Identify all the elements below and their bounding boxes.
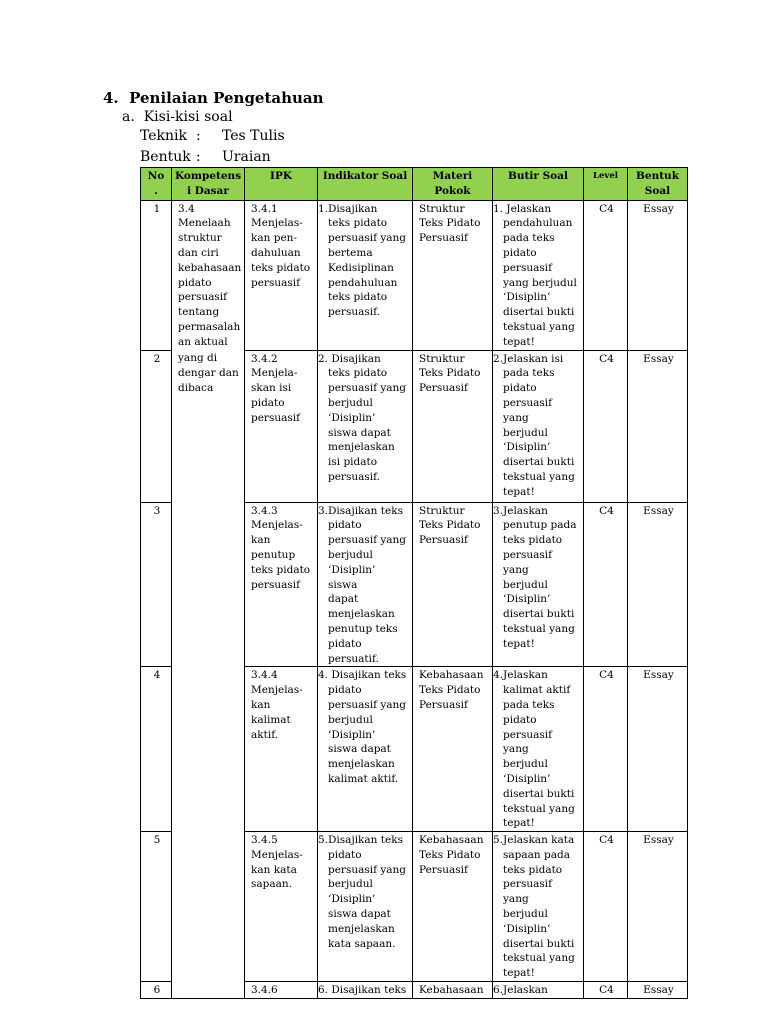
cell-butir: 4.Jelaskan kalimat aktif pada teks pidato persuasif yang berjudul ‘Disiplin’ disertai bukti tekstual yang tepat! <box>493 667 584 832</box>
subsection-heading <box>122 109 233 125</box>
cell-bentuk: Essay <box>628 200 688 350</box>
table-row <box>141 200 688 350</box>
cell-indikator: 5.Disajikan teks pidato persuasif yang berjudul ‘Disiplin’ siswa dapat menjelaskan kata sapaan. <box>318 832 413 982</box>
cell-ipk: 3.4.6 <box>245 982 318 999</box>
cell-level: C4 <box>584 832 628 982</box>
cell-kompetensi-dasar-cont <box>172 667 245 832</box>
bentuk-line <box>140 149 271 165</box>
cell-materi: Struktur Teks Pidato Persuasif <box>413 502 493 667</box>
cell-butir: 6.Jelaskan <box>493 982 584 999</box>
table-row <box>141 982 688 999</box>
header-materi-pokok: Materi Pokok <box>413 168 493 201</box>
cell-no: 2 <box>141 350 172 502</box>
cell-level: C4 <box>584 200 628 350</box>
cell-indikator: 6. Disajikan teks <box>318 982 413 999</box>
header-butir-soal: Butir Soal <box>493 168 584 201</box>
kisi-kisi-table <box>140 167 688 999</box>
cell-level: C4 <box>584 502 628 667</box>
cell-kompetensi-dasar: 3.4 Menelaah struktur dan ciri kebahasaan pidato persuasif tentang permasalah an aktual <box>172 200 245 350</box>
cell-butir: 5.Jelaskan kata sapaan pada teks pidato persuasif yang berjudul ‘Disiplin’ disertai bukti tekstual yang tepat! <box>493 832 584 982</box>
cell-bentuk: Essay <box>628 502 688 667</box>
header-level: Level <box>584 168 628 201</box>
teknik-value: Tes Tulis <box>222 128 285 144</box>
cell-level: C4 <box>584 350 628 502</box>
cell-kompetensi-dasar-cont <box>172 982 245 999</box>
subsection-title: Kisi-kisi soal <box>143 109 233 125</box>
cell-bentuk: Essay <box>628 832 688 982</box>
cell-indikator: 2. Disajikan teks pidato persuasif yang berjudul ‘Disiplin’ siswa dapat menjelaskan isi pidato persuasif. <box>318 350 413 502</box>
cell-kompetensi-dasar-cont <box>172 502 245 667</box>
section-heading <box>103 89 324 107</box>
teknik-label: Teknik <box>140 128 187 144</box>
cell-no: 1 <box>141 200 172 350</box>
cell-bentuk: Essay <box>628 667 688 832</box>
cell-materi: Kebahasaan Teks Pidato Persuasif <box>413 832 493 982</box>
header-ipk: IPK <box>245 168 318 201</box>
header-no: No . <box>141 168 172 201</box>
table-row <box>141 667 688 832</box>
cell-butir: 1. Jelaskan pendahuluan pada teks pidato persuasif yang berjudul ‘Disiplin’ disertai bukti tekstual yang tepat! <box>493 200 584 350</box>
header-kompetensi-dasar: Kompetens i Dasar <box>172 168 245 201</box>
cell-no: 3 <box>141 502 172 667</box>
cell-no: 4 <box>141 667 172 832</box>
teknik-line <box>140 128 285 144</box>
header-indikator-soal: Indikator Soal <box>318 168 413 201</box>
section-number: 4. <box>103 89 119 107</box>
table-row <box>141 502 688 667</box>
cell-butir: 3.Jelaskan penutup pada teks pidato persuasif yang berjudul ‘Disiplin’ disertai bukti tekstual yang tepat! <box>493 502 584 667</box>
cell-level: C4 <box>584 667 628 832</box>
cell-kompetensi-dasar: yang di dengar dan dibaca <box>172 350 245 502</box>
cell-ipk: 3.4.5 Menjelas- kan kata sapaan. <box>245 832 318 982</box>
table-row <box>141 350 688 502</box>
cell-ipk: 3.4.3 Menjelas- kan penutup teks pidato persuasif <box>245 502 318 667</box>
cell-bentuk: Essay <box>628 982 688 999</box>
cell-no: 5 <box>141 832 172 982</box>
bentuk-colon: : <box>196 149 201 165</box>
cell-level: C4 <box>584 982 628 999</box>
cell-materi: Struktur Teks Pidato Persuasif <box>413 350 493 502</box>
cell-indikator: 4. Disajikan teks pidato persuasif yang berjudul ‘Disiplin’ siswa dapat menjelaskan kalimat aktif. <box>318 667 413 832</box>
bentuk-value: Uraian <box>222 149 271 165</box>
header-bentuk-soal: Bentuk Soal <box>628 168 688 201</box>
table-row <box>141 832 688 982</box>
teknik-colon: : <box>196 128 201 144</box>
subsection-letter: a. <box>122 109 135 125</box>
cell-ipk: 3.4.2 Menjela- skan isi pidato persuasif <box>245 350 318 502</box>
table-header-row <box>141 168 688 201</box>
cell-materi: Kebahasaan Teks Pidato Persuasif <box>413 667 493 832</box>
cell-bentuk: Essay <box>628 350 688 502</box>
cell-indikator: 1.Disajikan teks pidato persuasif yang bertema Kedisiplinan pendahuluan teks pidato persuasif. <box>318 200 413 350</box>
cell-ipk: 3.4.4 Menjelas- kan kalimat aktif. <box>245 667 318 832</box>
cell-butir: 2.Jelaskan isi pada teks pidato persuasif yang berjudul ‘Disiplin’ disertai bukti tekstual yang tepat! <box>493 350 584 502</box>
cell-materi: Kebahasaan <box>413 982 493 999</box>
cell-indikator: 3.Disajikan teks pidato persuasif yang berjudul ‘Disiplin’ siswa dapat menjelaskan penutup teks pidato persuatif. <box>318 502 413 667</box>
cell-ipk: 3.4.1 Menjelas- kan pen- dahuluan teks pidato persuasif <box>245 200 318 350</box>
bentuk-label: Bentuk <box>140 149 191 165</box>
cell-no: 6 <box>141 982 172 999</box>
cell-kompetensi-dasar-cont <box>172 832 245 982</box>
section-title: Penilaian Pengetahuan <box>129 89 324 107</box>
cell-materi: Struktur Teks Pidato Persuasif <box>413 200 493 350</box>
